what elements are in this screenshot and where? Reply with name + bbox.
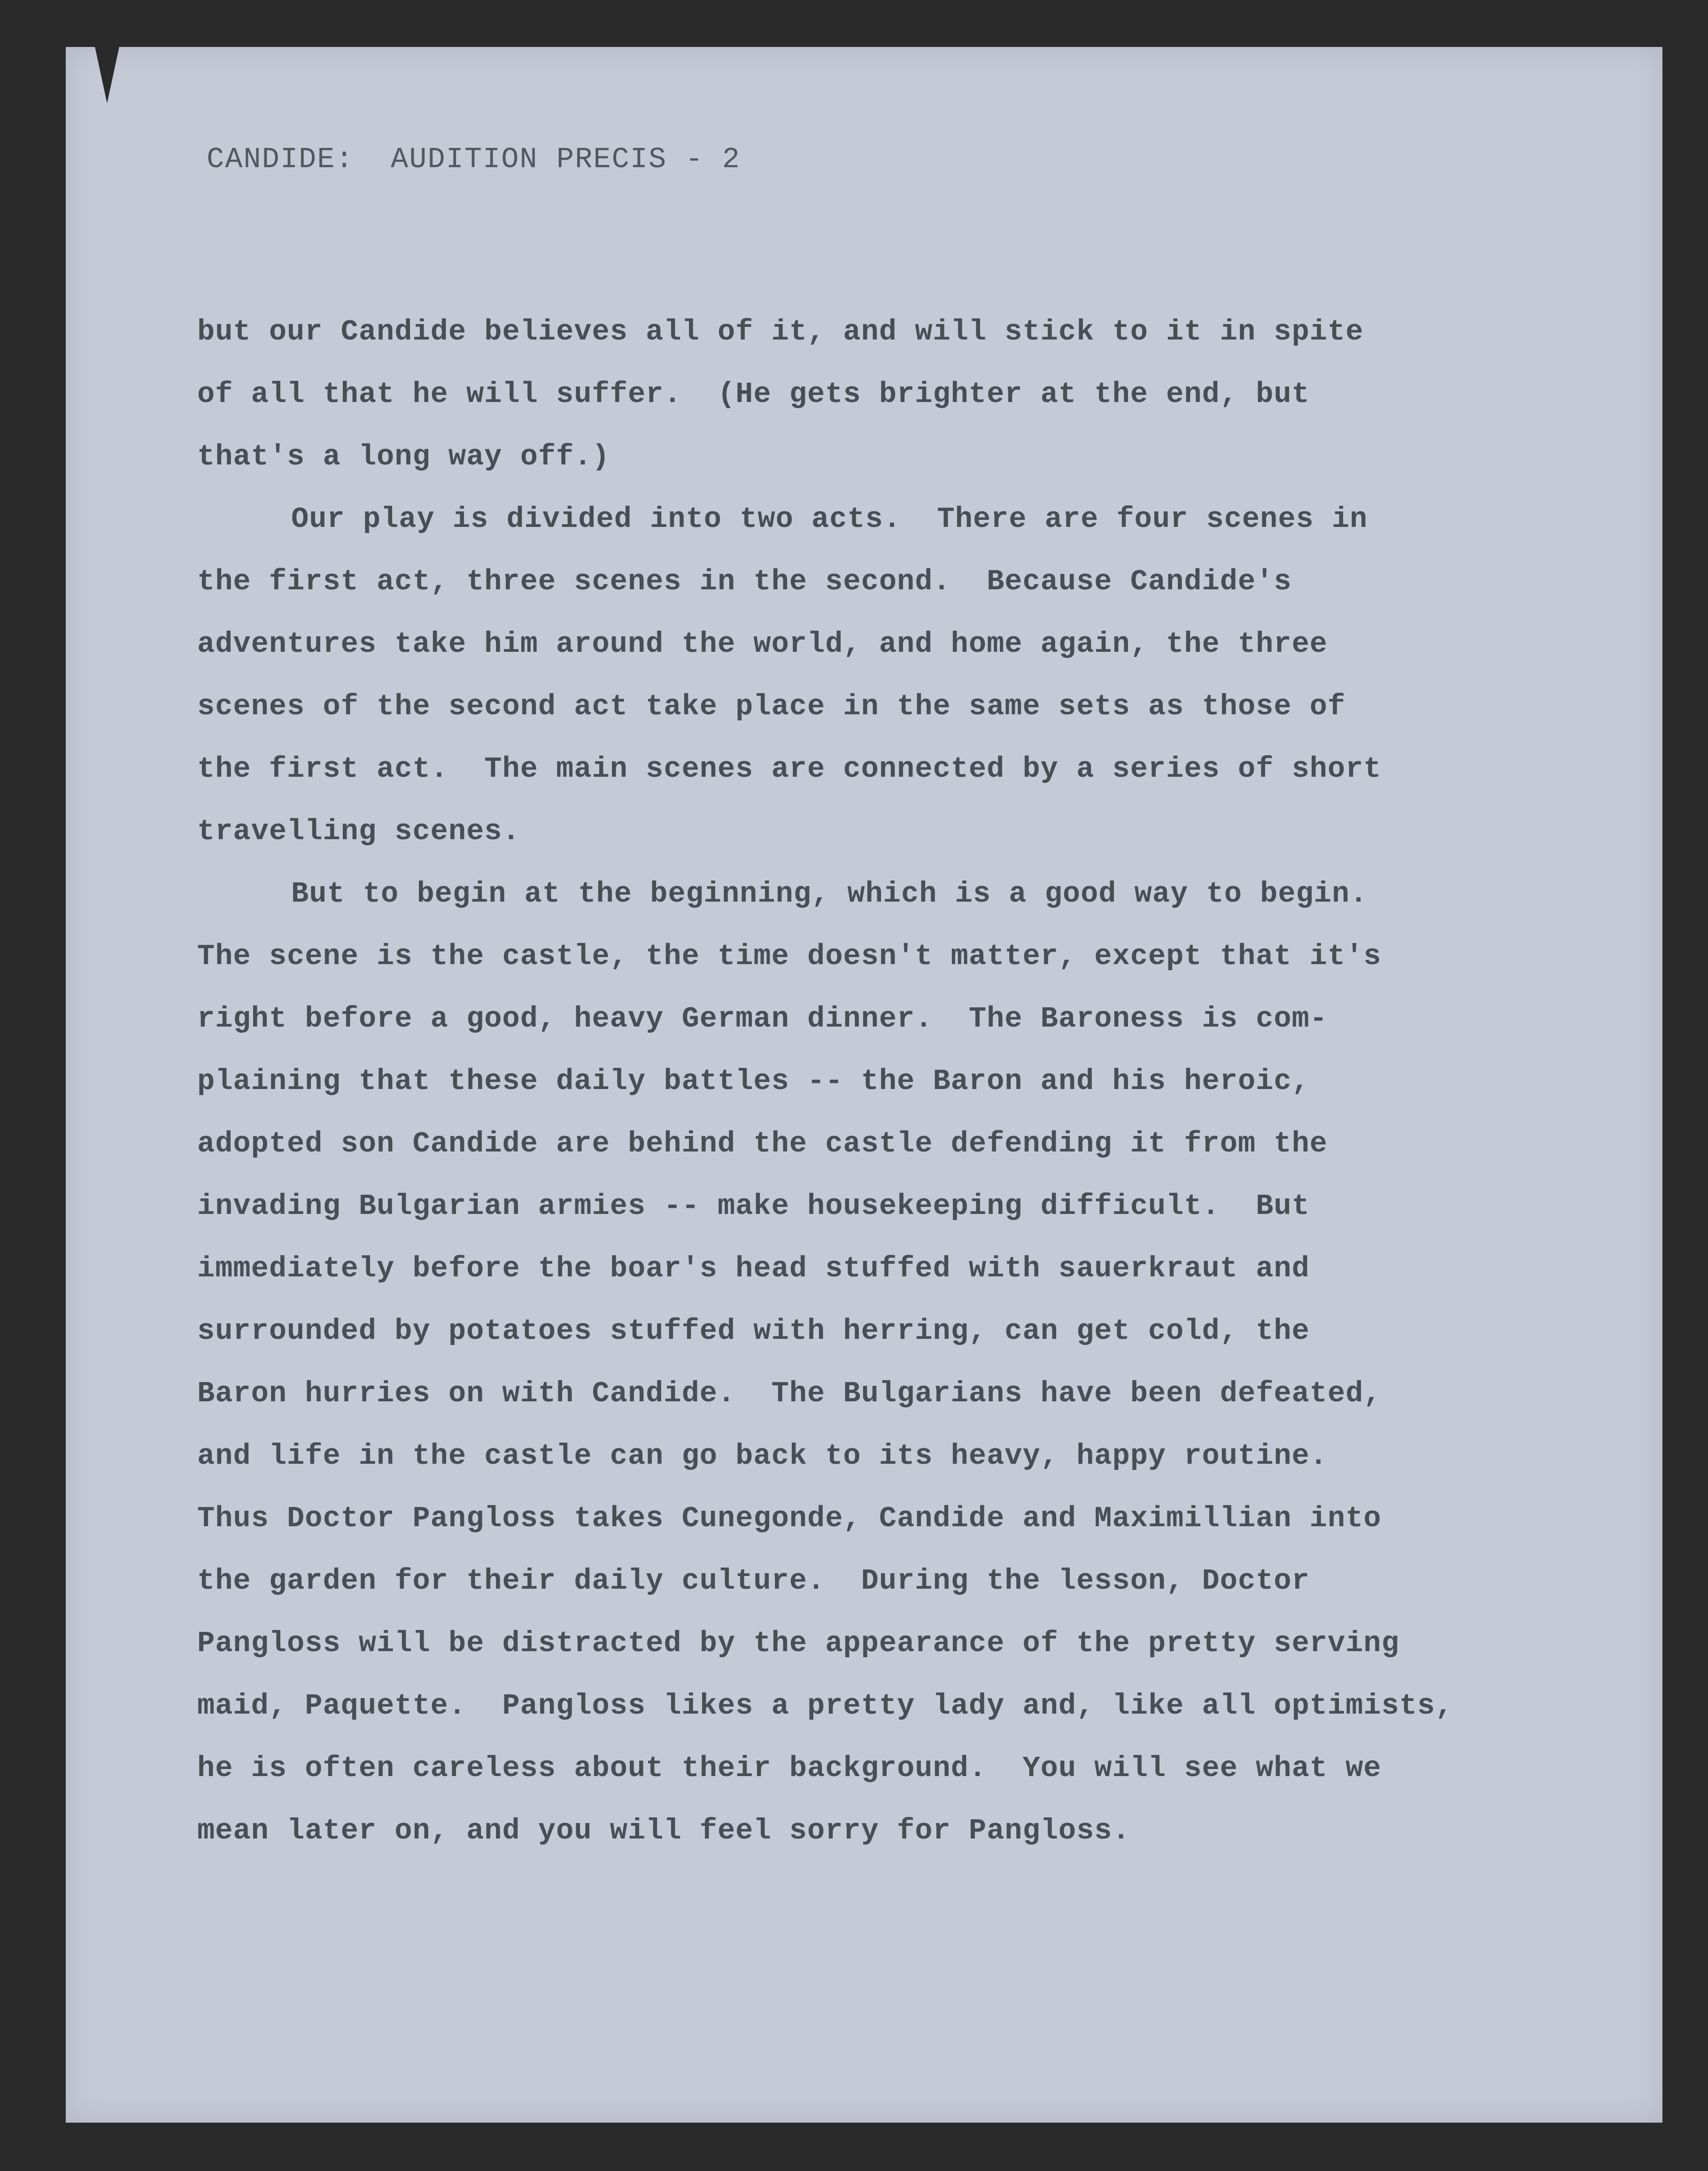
text-line: the first act. The main scenes are connected by a series of short (197, 752, 1382, 786)
text-line: Baron hurries on with Candide. The Bulgarians have been defeated, (197, 1377, 1382, 1410)
text-line: right before a good, heavy German dinner. The Baroness is com- (197, 1002, 1328, 1035)
text-line: the first act, three scenes in the second. Because Candide's (197, 565, 1292, 598)
text-line: and life in the castle can go back to its heavy, happy routine. (197, 1439, 1328, 1473)
text-line: travelling scenes. (197, 815, 520, 848)
text-line: adventures take him around the world, and home again, the three (197, 627, 1328, 661)
text-line: adopted son Candide are behind the castle defending it from the (197, 1127, 1328, 1160)
text-line: but our Candide believes all of it, and will stick to it in spite (197, 315, 1364, 348)
text-line: maid, Paquette. Pangloss likes a pretty lady and, like all optimists, (197, 1689, 1453, 1723)
text-line: Pangloss will be distracted by the appearance of the pretty serving (197, 1627, 1399, 1660)
text-line: that's a long way off.) (197, 440, 610, 473)
text-line: Our play is divided into two acts. There are four scenes in (291, 502, 1368, 536)
text-line: invading Bulgarian armies -- make housekeeping difficult. But (197, 1190, 1310, 1223)
text-line: Thus Doctor Pangloss takes Cunegonde, Candide and Maximillian into (197, 1502, 1382, 1535)
text-line: The scene is the castle, the time doesn't matter, except that it's (197, 940, 1382, 973)
text-line: surrounded by potatoes stuffed with herring, can get cold, the (197, 1314, 1310, 1348)
text-line: plaining that these daily battles -- the Baron and his heroic, (197, 1065, 1310, 1098)
text-line: scenes of the second act take place in the same sets as those of (197, 690, 1346, 723)
page-header: CANDIDE: AUDITION PRECIS - 2 (207, 143, 741, 176)
text-line: the garden for their daily culture. During the lesson, Doctor (197, 1564, 1310, 1598)
text-line: But to begin at the beginning, which is a good way to begin. (291, 877, 1368, 911)
document-body (197, 301, 1606, 1862)
paper-notch (94, 42, 120, 103)
text-line: of all that he will suffer. (He gets brighter at the end, but (197, 378, 1310, 411)
text-line: he is often careless about their background. You will see what we (197, 1752, 1382, 1785)
text-line: mean later on, and you will feel sorry for Pangloss. (197, 1814, 1130, 1847)
text-line: immediately before the boar's head stuffed with sauerkraut and (197, 1252, 1310, 1285)
